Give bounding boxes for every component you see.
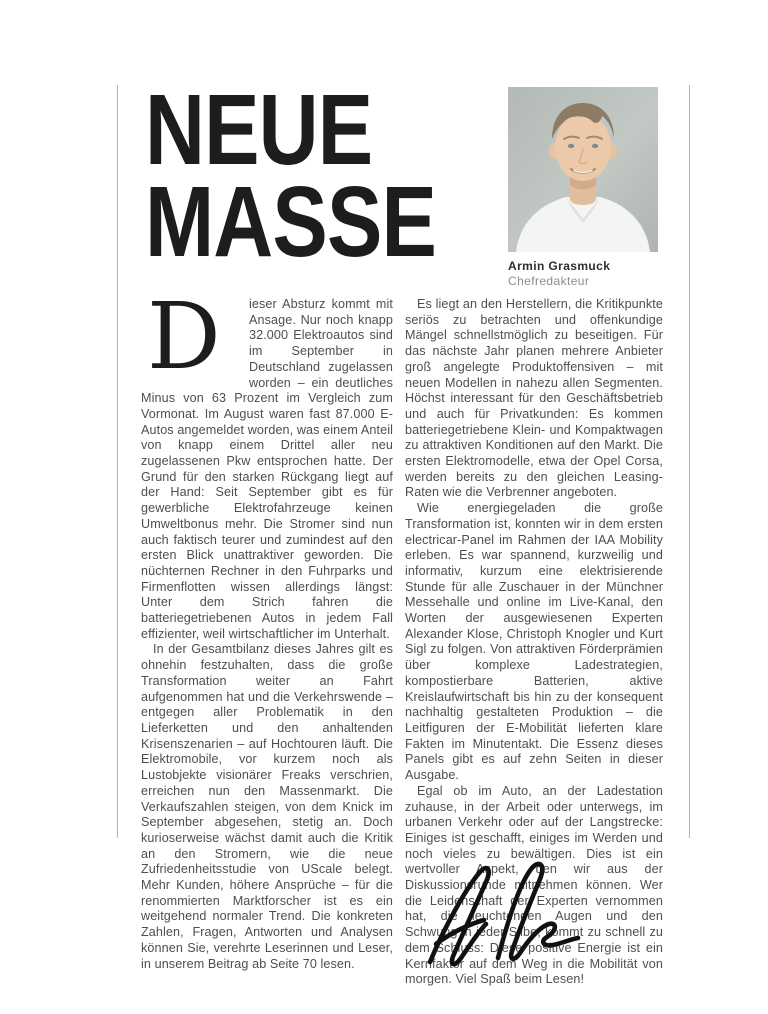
body-column-left xyxy=(141,283,393,972)
author-role: Chefredakteur xyxy=(508,274,590,288)
author-name: Armin Grasmuck xyxy=(508,259,611,273)
headline-line-2: MASSE xyxy=(145,166,437,278)
paragraph xyxy=(405,297,663,501)
paragraph-text: Egal ob im Auto, an der Ladestation zuhause, in der Arbeit oder unterwegs, im urbanen Verkehr oder auf der Langstrecke: Einiges ist geschafft, einiges im Werden und noch vieles zu bewältigen. Dies ist ein wertvoller Aspekt, den wir aus der Diskussionsrunde mitnehmen können. Wer die Leidenschaft der Experten vernommen hat, die leuchtenden Augen und den Schwung in jeder Silbe, kommt zu schnell zu dem Schluss: Diese positive Energie ist ein Kernfaktor auf dem Weg in die Mobilität von morgen. Viel Spaß beim Lesen! xyxy=(405,783,663,987)
paragraph-text: Es liegt an den Herstellern, die Kritikpunkte seriös zu betrachten und offenkundige Mängel schnellstmöglich zu beseitigen. Für das nächste Jahr planen mehrere Anbieter groß angelegte Produktoffensiven – mit neuen Modellen in nahezu allen Segmenten. Höchst interessant für den Geschäftsbetrieb und auch für Privatkunden: Es kommen batteriegetriebene Klein- und Kompaktwagen zu attraktiven Konditionen auf den Markt. Die ersten Elektromodelle, etwa der Opel Corsa, werden bereits zu den gleichen Leasing-Raten wie die Verbrenner angeboten. xyxy=(405,297,663,500)
paragraph-text: ieser Absturz kommt mit Ansage. Nur noch knapp 32.000 Elektroautos sind im September in Deutschland zugelassen worden – ein deutliches Minus von 63 Prozent im Vergleich zum Vormonat. Im August waren fast 87.000 E-Autos angemeldet worden, was einem Anteil von knapp einem Drittel aller neu zugelassenen Pkw entsprochen hatte. Der Grund für den starken Rückgang liegt auf der Hand: Seit September gibt es für gewerbliche Elektrofahrzeuge keinen Umweltbonus mehr. Die Stromer sind nun auch faktisch teurer und zumindest auf den ersten Blick unattraktiver geworden. Die nüchternen Rechner in den Fuhrparks und Firmenflotten wissen allerdings längst: Unter dem Strich fahren die batteriegetriebenen Autos in jedem Fall effizienter, weil wirtschaftlicher im Unterhalt. xyxy=(141,297,393,641)
drop-cap-letter: D xyxy=(147,283,221,390)
page-title xyxy=(145,74,496,278)
right-margin-rule xyxy=(689,85,690,838)
portrait-illustration xyxy=(508,87,658,252)
drop-cap xyxy=(141,283,249,391)
author-caption xyxy=(508,259,678,289)
paragraph-text: Wie energiegeladen die große Transformation ist, konnten wir in dem ersten electricar-Panel im Rahmen der IAA Mobility erleben. Es war spannend, kurzweilig und informativ, kurzum eine elektrisierende Stunde für alle Zuschauer in der Münchner Messehalle und online im Live-Kanal, den Worten der ausgewiesenen Experten Alexander Klose, Christoph Knogler und Kurt Sigl zu folgen. Von attraktiven Förderprämien über komplexe Ladestrategien, kompostierbare Batterien, aktive Kreislaufwirtschaft bis hin zu der konsequent nachhaltig gestalteten Produktion – die Leitfiguren der E-Mobilität lieferten klare Fakten im Minutentakt. Die Essenz dieses Panels gibt es auf zehn Seiten in dieser Ausgabe. xyxy=(405,501,663,783)
headline-line-1: NEUE xyxy=(145,74,373,186)
paragraph xyxy=(141,642,393,972)
paragraph xyxy=(405,501,663,784)
author-photo xyxy=(508,87,658,252)
signature-graphic xyxy=(418,856,590,974)
paragraph-text: In der Gesamtbilanz dieses Jahres gilt es ohnehin festzuhalten, dass die große Transformation weiter an Fahrt aufgenommen hat und die Verkehrswende – entgegen aller Problematik in den Lieferketten und den anhaltenden Krisenszenarien – auf Hochtouren läuft. Die Elektromobile, vor kurzem noch als Lustobjekte visionärer Freaks verschrien, erreichen nun den Massenmarkt. Die Verkaufszahlen steigen, von dem Knick im September abgesehen, stetig an. Doch kurioserweise wächst damit auch die Kritik an den Stromern, wie die neue Zufriedenheitsstudie von UScale belegt. Mehr Kunden, höhere Ansprüche – für die renommierten Marktforscher ist es ein weitgehend normaler Trend. Die konkreten Zahlen, Fragen, Antworten und Analysen können Sie, verehrte Leserinnen und Leser, in unserem Beitrag ab Seite 70 lesen. xyxy=(141,642,393,971)
left-margin-rule xyxy=(117,85,118,838)
paragraph xyxy=(141,283,393,642)
